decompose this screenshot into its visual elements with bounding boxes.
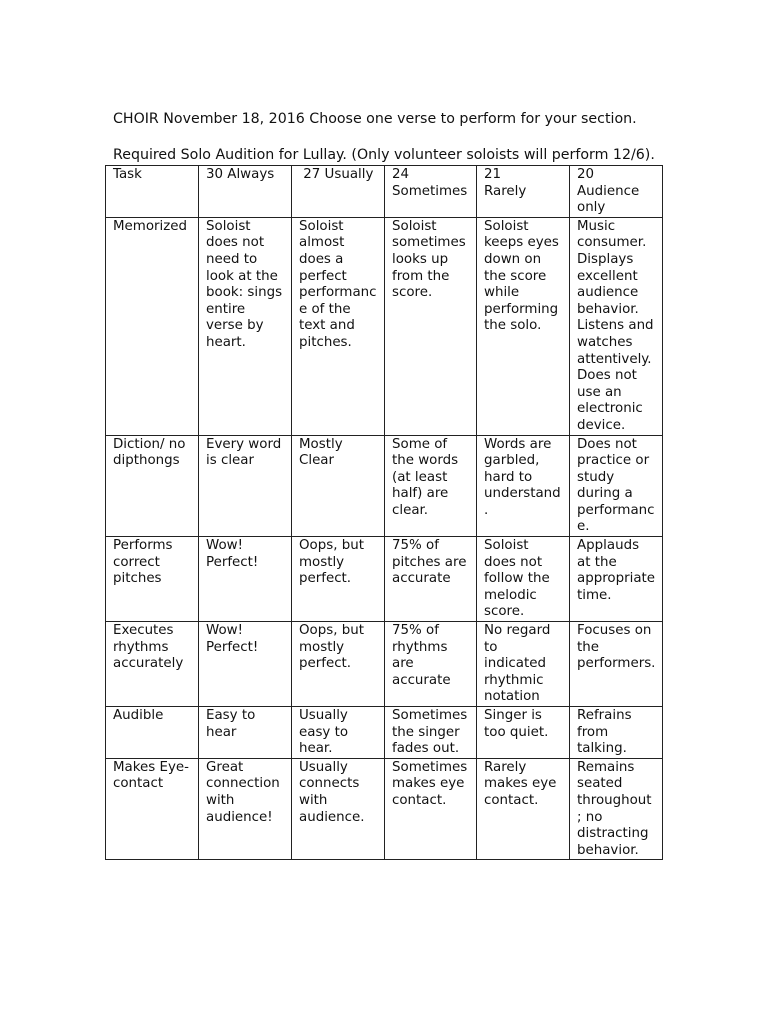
row-usually-cell: Usually easy to hear.: [292, 707, 385, 759]
row-rarely-cell: Soloist keeps eyes down on the score while performing the solo.: [477, 217, 570, 435]
row-usually-cell: Oops, but mostly perfect.: [292, 622, 385, 707]
table-header-row: [106, 166, 663, 218]
row-task-cell: Executes rhythms accurately: [106, 622, 199, 707]
row-always-cell: Easy to hear: [199, 707, 292, 759]
table-row: [106, 217, 663, 435]
row-rarely-cell: Soloist does not follow the melodic score.: [477, 537, 570, 622]
header-rarely: 21 Rarely: [477, 166, 570, 218]
row-sometimes-cell: 75% of rhythms are accurate: [385, 622, 477, 707]
row-task-cell: Audible: [106, 707, 199, 759]
row-audience-cell: Music consumer. Displays excellent audience behavior. Listens and watches attentively. Does not use an electronic device.: [570, 217, 663, 435]
row-sometimes-cell: 75% of pitches are accurate: [385, 537, 477, 622]
row-task-cell: Diction/ no dipthongs: [106, 435, 199, 537]
table-row: [106, 537, 663, 622]
table-row: [106, 707, 663, 759]
row-rarely-cell: No regard to indicated rhythmic notation: [477, 622, 570, 707]
header-always: 30 Always: [199, 166, 292, 218]
row-task-cell: Performs correct pitches: [106, 537, 199, 622]
row-sometimes-cell: Sometimes the singer fades out.: [385, 707, 477, 759]
row-audience-cell: Remains seated throughout; no distracting behavior.: [570, 758, 663, 860]
rubric-table: [105, 165, 663, 860]
row-always-cell: Wow! Perfect!: [199, 537, 292, 622]
row-audience-cell: Refrains from talking.: [570, 707, 663, 759]
row-sometimes-cell: Soloist sometimes looks up from the score.: [385, 217, 477, 435]
row-task-cell: Makes Eye-contact: [106, 758, 199, 860]
row-rarely-cell: Singer is too quiet.: [477, 707, 570, 759]
table-row: [106, 758, 663, 860]
row-usually-cell: Mostly Clear: [292, 435, 385, 537]
row-always-cell: Every word is clear: [199, 435, 292, 537]
header-sometimes: 24 Sometimes: [385, 166, 477, 218]
row-task-cell: Memorized: [106, 217, 199, 435]
heading-line-1: CHOIR November 18, 2016 Choose one verse to perform for your section.: [113, 111, 637, 127]
row-audience-cell: Focuses on the performers.: [570, 622, 663, 707]
header-task: Task: [106, 166, 199, 218]
row-sometimes-cell: Sometimes makes eye contact.: [385, 758, 477, 860]
row-audience-cell: Does not practice or study during a performance.: [570, 435, 663, 537]
row-usually-cell: Soloist almost does a perfect performance of the text and pitches.: [292, 217, 385, 435]
table-row: [106, 622, 663, 707]
row-usually-cell: Oops, but mostly perfect.: [292, 537, 385, 622]
row-always-cell: Wow! Perfect!: [199, 622, 292, 707]
row-usually-cell: Usually connects with audience.: [292, 758, 385, 860]
row-sometimes-cell: Some of the words (at least half) are clear.: [385, 435, 477, 537]
row-audience-cell: Applauds at the appropriate time.: [570, 537, 663, 622]
heading-line-2: Required Solo Audition for Lullay. (Only volunteer soloists will perform 12/6).: [113, 147, 655, 163]
row-always-cell: Soloist does not need to look at the book: sings entire verse by heart.: [199, 217, 292, 435]
table-row: [106, 435, 663, 537]
header-audience: 20 Audience only: [570, 166, 663, 218]
header-usually: 27 Usually: [292, 166, 385, 218]
row-rarely-cell: Words are garbled, hard to understand.: [477, 435, 570, 537]
row-rarely-cell: Rarely makes eye contact.: [477, 758, 570, 860]
row-always-cell: Great connection with audience!: [199, 758, 292, 860]
